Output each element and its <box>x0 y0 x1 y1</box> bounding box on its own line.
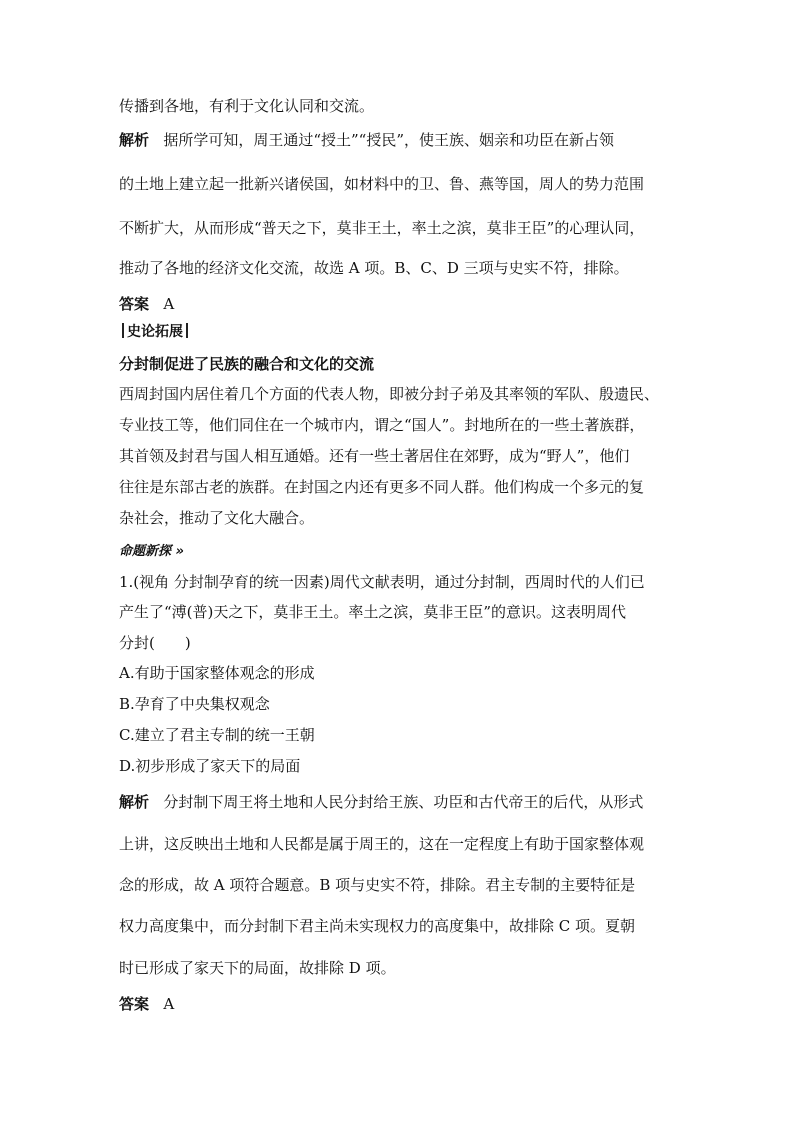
question-section-tag: 命题新探 » <box>119 544 184 559</box>
continuation-text: 传播到各地，有利于文化认同和交流。 <box>119 97 375 115</box>
option-c: C.建立了君主专制的统一王朝 <box>119 726 315 744</box>
question-stem-line: 产生了“溥(普)天之下，莫非王土。率土之滨，莫非王臣”的意识。这表明周代 <box>119 603 627 621</box>
answer-label: 答案 <box>119 995 150 1013</box>
question-stem-line: 1.(视角 分封制孕育的统一因素)周代文献表明，通过分封制，西周时代的人们已 <box>119 573 645 591</box>
tag-bar-right <box>186 323 188 338</box>
extension-line: 杂社会，推动了文化大融合。 <box>119 509 315 527</box>
analysis-label: 解析 <box>119 131 150 149</box>
section-tag <box>119 322 191 342</box>
answer-value: A <box>163 995 175 1013</box>
analysis-line: 权力高度集中，而分封制下君主尚未实现权力的高度集中，故排除 C 项。夏朝 <box>119 917 636 935</box>
analysis-line: 的土地上建立起一批新兴诸侯国，如材料中的卫、鲁、燕等国，周人的势力范围 <box>119 175 645 193</box>
extension-line: 其首领及封君与国人相互通婚。还有一些土著居住在郊野，成为“野人”，他们 <box>119 447 630 465</box>
option-b: B.孕育了中央集权观念 <box>119 695 270 713</box>
extension-line: 专业技工等，他们同住在一个城市内，谓之“国人”。封地所在的一些土著族群， <box>119 416 645 434</box>
analysis-paragraph-1 <box>119 130 614 150</box>
analysis-line: 分封制下周王将土地和人民分封给王族、功臣和古代帝王的后代，从形式 <box>163 793 644 811</box>
answer-row <box>119 294 174 314</box>
section-tag-label: 史论拓展 <box>127 324 183 340</box>
answer-value: A <box>163 295 175 313</box>
extension-line: 往往是东部古老的族群。在封国之内还有更多不同人群。他们构成一个多元的复 <box>119 478 645 496</box>
analysis-line: 时已形成了家天下的局面，故排除 D 项。 <box>119 959 396 977</box>
question-stem-line: 分封( ) <box>119 634 191 652</box>
analysis-label: 解析 <box>119 793 150 811</box>
option-d: D.初步形成了家天下的局面 <box>119 757 301 775</box>
analysis-line: 推动了各地的经济文化交流，故选 A 项。B、C、D 三项与史实不符，排除。 <box>119 259 629 277</box>
option-a: A.有助于国家整体观念的形成 <box>119 664 315 682</box>
tag-bar-left <box>122 323 124 338</box>
extension-line: 西周封国内居住着几个方面的代表人物，即被分封子弟及其率领的军队、殷遗民、 <box>119 385 660 403</box>
analysis-line: 念的形成，故 A 项符合题意。B 项与史实不符，排除。君主专制的主要特征是 <box>119 876 636 894</box>
answer-row <box>119 994 174 1014</box>
analysis-line: 据所学可知，周王通过“授土”“授民”，使王族、姻亲和功臣在新占领 <box>163 131 615 149</box>
analysis-line: 上讲，这反映出土地和人民都是属于周王的，这在一定程度上有助于国家整体观 <box>119 835 645 853</box>
analysis-line: 不断扩大，从而形成“普天之下，莫非王土，率土之滨，莫非王臣”的心理认同， <box>119 219 645 237</box>
section-heading: 分封制促进了民族的融合和文化的交流 <box>119 355 375 373</box>
answer-label: 答案 <box>119 295 150 313</box>
analysis-paragraph-2 <box>119 792 643 812</box>
